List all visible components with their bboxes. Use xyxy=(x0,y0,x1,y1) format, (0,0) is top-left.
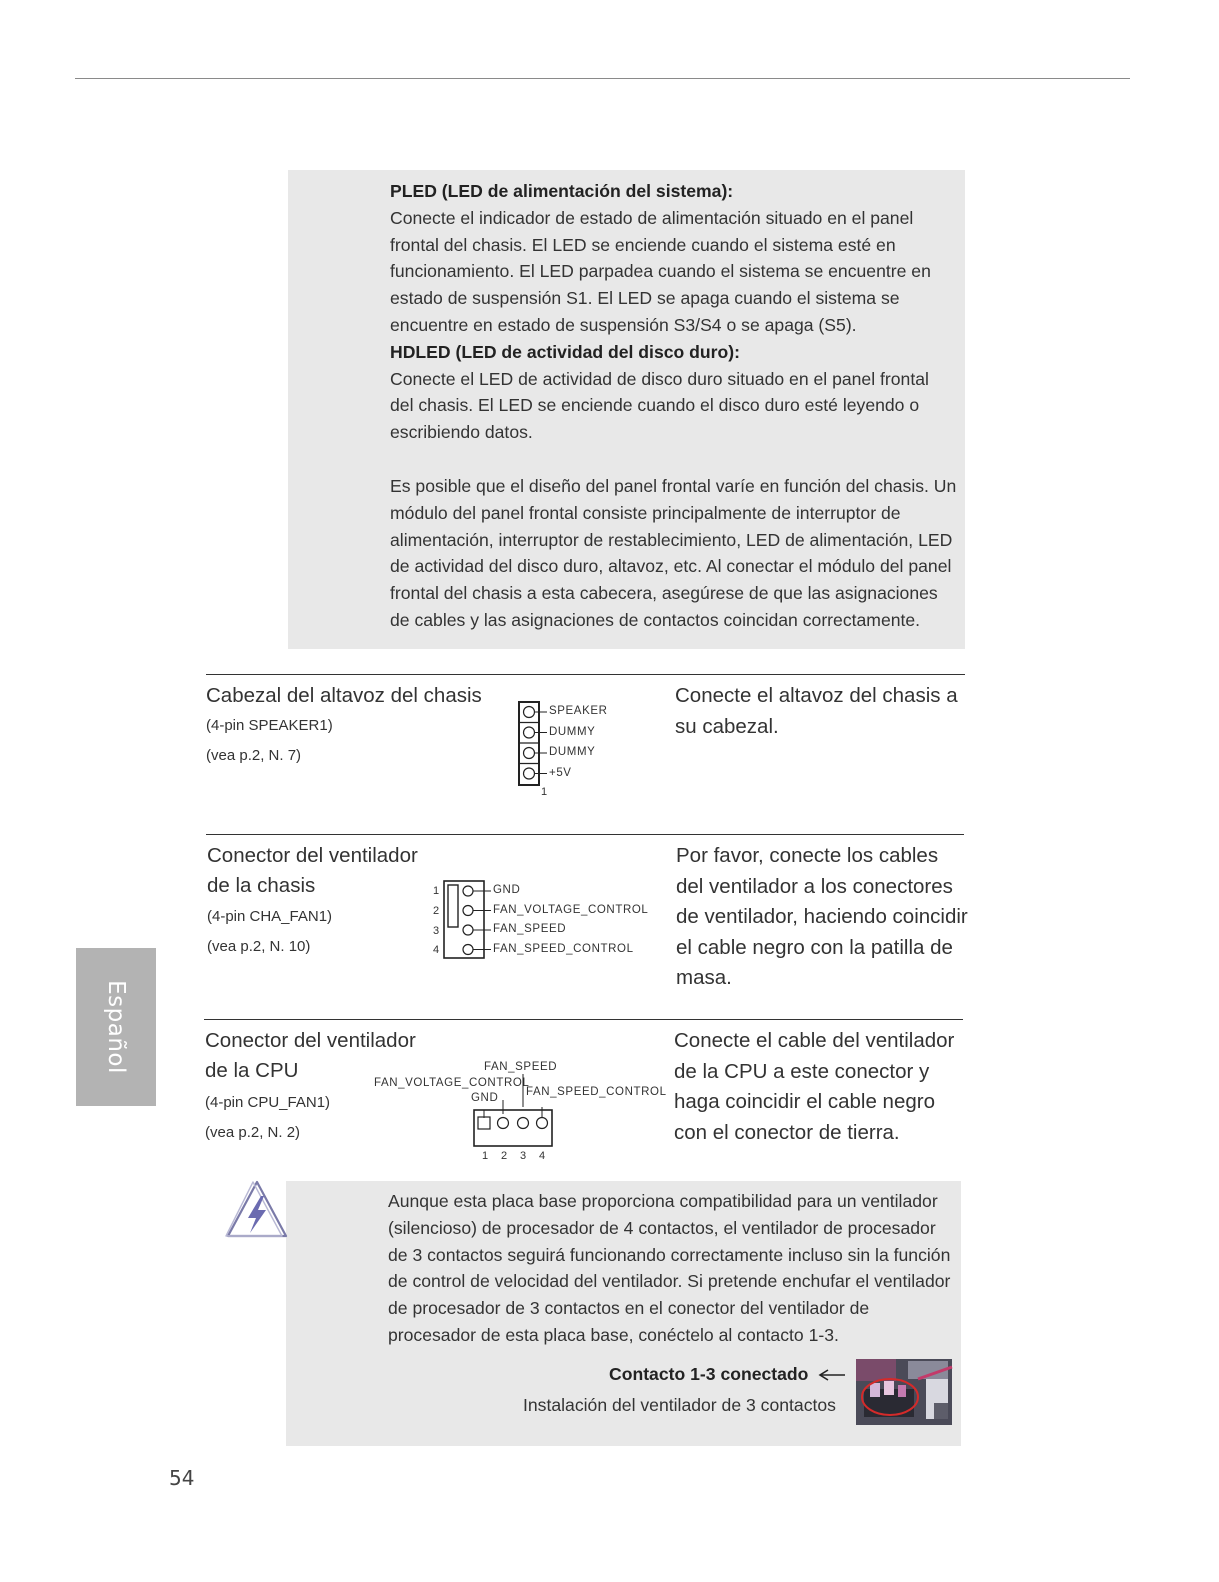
speaker-pin-label: +5V xyxy=(549,767,572,779)
desc-line: de ventilador, haciendo coincidir xyxy=(676,905,968,929)
title-line: Conector del ventilador xyxy=(205,1029,416,1052)
desc-line: el cable negro con la patilla de xyxy=(676,935,953,959)
desc-line: de la CPU a este conector y xyxy=(674,1059,930,1083)
cha-pin-number: 4 xyxy=(433,944,440,956)
cpu-pin-label: FAN_SPEED_CONTROL xyxy=(526,1086,667,1098)
desc-line: con el conector de tierra. xyxy=(674,1120,900,1144)
speaker-pin-label: SPEAKER xyxy=(549,705,608,717)
desc-line: su cabezal. xyxy=(675,714,779,738)
cha-pin-label: GND xyxy=(493,884,521,896)
cpu-fan-pins-label: (4-pin CPU_FAN1) xyxy=(205,1094,331,1111)
cha-pin-label: FAN_SPEED xyxy=(493,923,567,935)
pled-title: PLED (LED de alimentación del sistema): xyxy=(390,181,734,201)
pled-line: encuentre en estado de suspensión S3/S4 o se apaga (S5). xyxy=(390,314,857,335)
chassis-fan-ref: (vea p.2, N. 10) xyxy=(207,938,311,955)
page-number: 54 xyxy=(169,1466,195,1490)
top-rule xyxy=(75,78,1130,79)
note-line: de cables y las asignaciones de contactos coincidan correctamente. xyxy=(390,609,921,630)
pled-line: frontal del chasis. El LED se enciende cuando el sistema esté en xyxy=(390,234,896,255)
front-panel-note xyxy=(390,473,970,634)
cpu-pin-label: FAN_SPEED xyxy=(484,1061,558,1073)
warning-line: (silencioso) de procesador de 4 contactos, el ventilador de procesador xyxy=(388,1217,936,1238)
speaker-description xyxy=(675,681,958,742)
note-line: alimentación, interruptor de restablecimiento, LED de alimentación, LED xyxy=(390,529,953,550)
chassis-fan-description xyxy=(676,841,968,994)
speaker-title: Cabezal del altavoz del chasis xyxy=(206,684,482,707)
desc-line: del ventilador a los conectores xyxy=(676,874,953,898)
language-tab-label: Español xyxy=(103,980,129,1074)
cpu-pin-label: GND xyxy=(471,1092,499,1104)
chassis-fan-title xyxy=(207,841,418,901)
cha-pin-number: 2 xyxy=(433,905,440,917)
cpu-pin-label: FAN_VOLTAGE_CONTROL xyxy=(374,1077,530,1089)
warning-line: Aunque esta placa base proporciona compatibilidad para un ventilador xyxy=(388,1191,938,1211)
fan-installation-photo xyxy=(856,1359,952,1425)
cpu-fan-header-diagram xyxy=(472,1074,556,1148)
hdled-title: HDLED (LED de actividad del disco duro): xyxy=(390,341,740,362)
pled-line: funcionamiento. El LED parpadea cuando el sistema se encuentre en xyxy=(390,261,931,282)
pin-connected-caption: Contacto 1-3 conectado xyxy=(609,1364,809,1384)
note-line: Es posible que el diseño del panel frontal varíe en función del chasis. Un xyxy=(390,476,957,496)
install-caption: Instalación del ventilador de 3 contactos xyxy=(523,1395,836,1415)
cpu-fan-ref: (vea p.2, N. 2) xyxy=(205,1124,301,1141)
chassis-fan-header-diagram xyxy=(443,880,495,960)
cha-pin-number: 3 xyxy=(433,925,440,937)
section-divider xyxy=(204,1019,963,1020)
warning-note-text xyxy=(388,1188,968,1349)
title-line: de la chasis xyxy=(207,874,316,897)
desc-line: Conecte el cable del ventilador xyxy=(674,1029,955,1052)
warning-line: de 3 contactos seguirá funcionando correctamente incluso sin la función xyxy=(388,1244,951,1265)
note-line: módulo del panel frontal consiste principalmente de interruptor de xyxy=(390,502,901,523)
chassis-fan-pins-label: (4-pin CHA_FAN1) xyxy=(207,908,333,925)
hdled-line: Conecte el LED de actividad de disco duro situado en el panel frontal xyxy=(390,368,929,389)
desc-line: Conecte el altavoz del chasis a xyxy=(675,684,958,707)
pled-section xyxy=(390,178,970,446)
cpu-pin-number: 4 xyxy=(539,1150,546,1162)
desc-line: masa. xyxy=(676,966,732,990)
speaker-pin-label: DUMMY xyxy=(549,726,596,738)
hdled-line: escribiendo datos. xyxy=(390,422,533,443)
cha-pin-number: 1 xyxy=(433,885,440,897)
hdled-line: del chasis. El LED se enciende cuando el disco duro esté leyendo o xyxy=(390,395,920,416)
note-line: frontal del chasis a esta cabecera, asegúrese de que las asignaciones xyxy=(390,583,938,604)
cpu-pin-number: 1 xyxy=(482,1150,489,1162)
cha-pin-label: FAN_SPEED_CONTROL xyxy=(493,943,634,955)
title-line: de la CPU xyxy=(205,1059,299,1082)
pled-line: Conecte el indicador de estado de alimentación situado en el panel xyxy=(390,207,914,228)
title-line: Conector del ventilador xyxy=(207,844,418,867)
note-line: de actividad del disco duro, altavoz, etc. Al conectar el módulo del panel xyxy=(390,556,952,577)
warning-line: procesador de esta placa base, conéctelo al contacto 1-3. xyxy=(388,1324,839,1345)
cpu-pin-number: 3 xyxy=(520,1150,527,1162)
speaker-pin-label: DUMMY xyxy=(549,746,596,758)
warning-icon xyxy=(224,1178,290,1240)
arrow-left-icon xyxy=(817,1368,847,1382)
warning-line: de procesador de 3 contactos en el conector del ventilador de xyxy=(388,1298,870,1319)
desc-line: haga coincidir el cable negro xyxy=(674,1090,935,1114)
pled-line: estado de suspensión S1. El LED se apaga cuando el sistema se xyxy=(390,288,900,309)
speaker-pin1-marker: 1 xyxy=(541,786,548,798)
cpu-fan-description xyxy=(674,1026,954,1148)
desc-line: Por favor, conecte los cables xyxy=(676,844,939,867)
speaker-pins-label: (4-pin SPEAKER1) xyxy=(206,717,333,734)
section-divider xyxy=(206,674,965,675)
speaker-ref: (vea p.2, N. 7) xyxy=(206,747,302,764)
section-divider xyxy=(206,834,964,835)
language-tab xyxy=(76,948,156,1106)
warning-line: de control de velocidad del ventilador. Si pretende enchufar el ventilador xyxy=(388,1271,951,1292)
cpu-pin-number: 2 xyxy=(501,1150,508,1162)
cha-pin-label: FAN_VOLTAGE_CONTROL xyxy=(493,904,649,916)
